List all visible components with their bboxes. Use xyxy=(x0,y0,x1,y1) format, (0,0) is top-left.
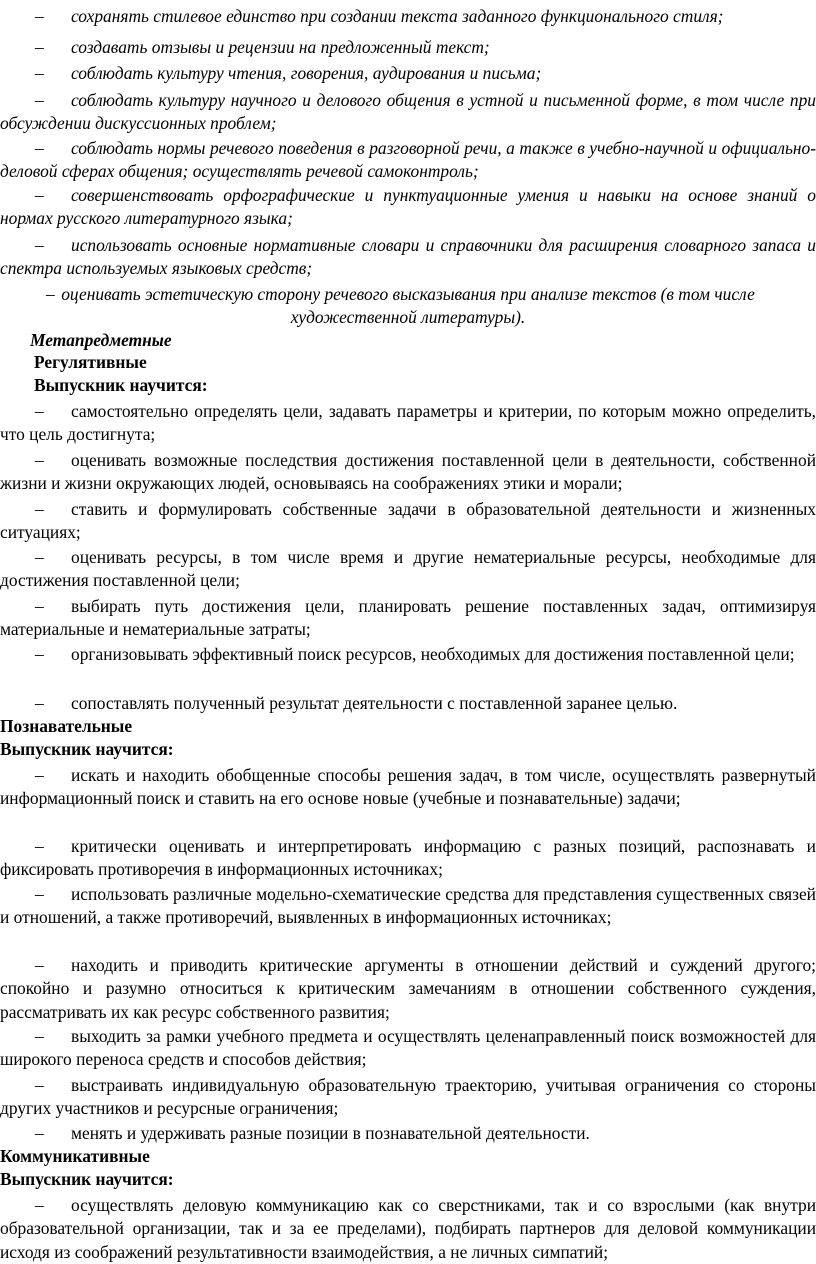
dash-bullet: – xyxy=(35,235,44,255)
list-item-text: использовать различные модельно-схематические средства для представления существенных связей и отношений, а также противоречий, выявленных в информационных источниках; xyxy=(0,884,816,928)
dash-bullet: – xyxy=(35,6,44,26)
list-item-text: осуществлять деловую коммуникацию как со сверстниками, так и со взрослыми (как внутри образовательной организации, так и за ее пределами), подбирать партнеров для деловой коммуникации исходя из соображений результативности взаимодействия, а не личных симпатий; xyxy=(0,1195,816,1262)
list-item xyxy=(0,36,816,59)
dash-bullet: – xyxy=(35,884,44,904)
subsection-heading-regulative: Регулятивные xyxy=(34,352,147,372)
list-item xyxy=(0,184,816,231)
dash-bullet: – xyxy=(35,765,44,785)
list-item xyxy=(0,89,816,136)
subsection-heading-communicative: Коммуникативные xyxy=(0,1146,150,1166)
dash-bullet: – xyxy=(35,90,44,110)
list-item xyxy=(0,498,816,545)
list-item xyxy=(0,1025,816,1072)
dash-bullet: – xyxy=(35,596,44,616)
list-item xyxy=(0,883,816,930)
subheading-graduate-will-learn: Выпускник научится: xyxy=(0,1169,174,1189)
list-item-text: использовать основные нормативные словари и справочники для расширения словарного запаса и спектра используемых языковых средств; xyxy=(0,235,816,279)
list-item xyxy=(0,643,816,666)
dash-bullet: – xyxy=(35,644,44,664)
subsection-heading-cognitive: Познавательные xyxy=(0,716,133,736)
list-item xyxy=(0,283,816,330)
dash-bullet: – xyxy=(35,401,44,421)
list-item-text: создавать отзывы и рецензии на предложенный текст; xyxy=(71,37,490,57)
list-item xyxy=(0,1194,816,1264)
list-item xyxy=(0,1074,816,1121)
list-item xyxy=(0,595,816,642)
dash-bullet: – xyxy=(35,547,44,567)
list-item xyxy=(0,954,816,1024)
dash-bullet: – xyxy=(35,955,44,975)
dash-bullet: – xyxy=(35,185,44,205)
list-item-text: выбирать путь достижения цели, планировать решение поставленных задач, оптимизируя материальные и нематериальные затраты; xyxy=(0,596,816,640)
list-item-text: соблюдать культуру чтения, говорения, аудирования и письма; xyxy=(71,63,542,83)
list-item xyxy=(0,137,816,184)
list-item xyxy=(0,400,816,447)
dash-bullet: – xyxy=(35,1123,44,1143)
list-item xyxy=(0,1122,816,1145)
subheading-graduate-will-learn: Выпускник научится: xyxy=(0,739,174,759)
dash-bullet: – xyxy=(35,499,44,519)
dash-bullet: – xyxy=(35,138,44,158)
list-item xyxy=(0,692,816,715)
list-item-text: оценивать возможные последствия достижения поставленной цели в деятельности, собственной жизни и жизни окружающих людей, основываясь на соображениях этики и морали; xyxy=(0,450,816,494)
dash-bullet: – xyxy=(35,1026,44,1046)
list-item-text: искать и находить обобщенные способы решения задач, в том числе, осуществлять развернутый информационный поиск и ставить на его основе новые (учебные и познавательные) задачи; xyxy=(0,765,816,809)
section-heading-metasubject: Метапредметные xyxy=(30,330,172,350)
list-item-text: находить и приводить критические аргументы в отношении действий и суждений другого; спокойно и разумно относиться к критическим замечаниям в отношении собственного суждения, рассматривать их как ресурс собственного развития; xyxy=(0,955,816,1022)
list-item-text: менять и удерживать разные позиции в познавательной деятельности. xyxy=(71,1123,590,1143)
list-item xyxy=(0,234,816,281)
dash-bullet: – xyxy=(46,284,55,304)
list-item-text: сохранять стилевое единство при создании текста заданного функционального стиля; xyxy=(71,6,724,26)
list-item xyxy=(0,5,816,28)
list-item-text: ставить и формулировать собственные задачи в образовательной деятельности и жизненных ситуациях; xyxy=(0,499,816,543)
dash-bullet: – xyxy=(35,63,44,83)
list-item-text: оценивать ресурсы, в том числе время и другие нематериальные ресурсы, необходимые для достижения поставленной цели; xyxy=(0,547,816,591)
dash-bullet: – xyxy=(35,1195,44,1215)
list-item xyxy=(0,546,816,593)
dash-bullet: – xyxy=(35,836,44,856)
list-item-text: организовывать эффективный поиск ресурсов, необходимых для достижения поставленной цели; xyxy=(71,644,795,664)
list-item xyxy=(0,764,816,811)
list-item-text: выстраивать индивидуальную образовательную траекторию, учитывая ограничения со стороны других участников и ресурсные ограничения; xyxy=(0,1075,816,1119)
dash-bullet: – xyxy=(35,693,44,713)
list-item xyxy=(0,62,816,85)
list-item xyxy=(0,835,816,882)
dash-bullet: – xyxy=(35,1075,44,1095)
list-item-text: соблюдать нормы речевого поведения в разговорной речи, а также в учебно-научной и официально-деловой сферах общения; осуществлять речевой самоконтроль; xyxy=(0,138,816,182)
list-item-text: самостоятельно определять цели, задавать параметры и критерии, по которым можно определить, что цель достигнута; xyxy=(0,401,816,445)
list-item-text: оценивать эстетическую сторону речевого высказывания при анализе текстов (в том числе художественной литературы). xyxy=(61,284,755,328)
list-item xyxy=(0,449,816,496)
list-item-text: совершенствовать орфографические и пунктуационные умения и навыки на основе знаний о нормах русского литературного языка; xyxy=(0,185,816,229)
list-item-text: выходить за рамки учебного предмета и осуществлять целенаправленный поиск возможностей для широкого переноса средств и способов действия; xyxy=(0,1026,816,1070)
dash-bullet: – xyxy=(35,37,44,57)
dash-bullet: – xyxy=(35,450,44,470)
list-item-text: соблюдать культуру научного и делового общения в устной и письменной форме, в том числе при обсуждении дискуссионных проблем; xyxy=(0,90,816,134)
subheading-graduate-will-learn: Выпускник научится: xyxy=(34,375,208,395)
list-item-text: критически оценивать и интерпретировать информацию с разных позиций, распознавать и фиксировать противоречия в информационных источниках; xyxy=(0,836,816,880)
list-item-text: сопоставлять полученный результат деятельности с поставленной заранее целью. xyxy=(71,693,678,713)
